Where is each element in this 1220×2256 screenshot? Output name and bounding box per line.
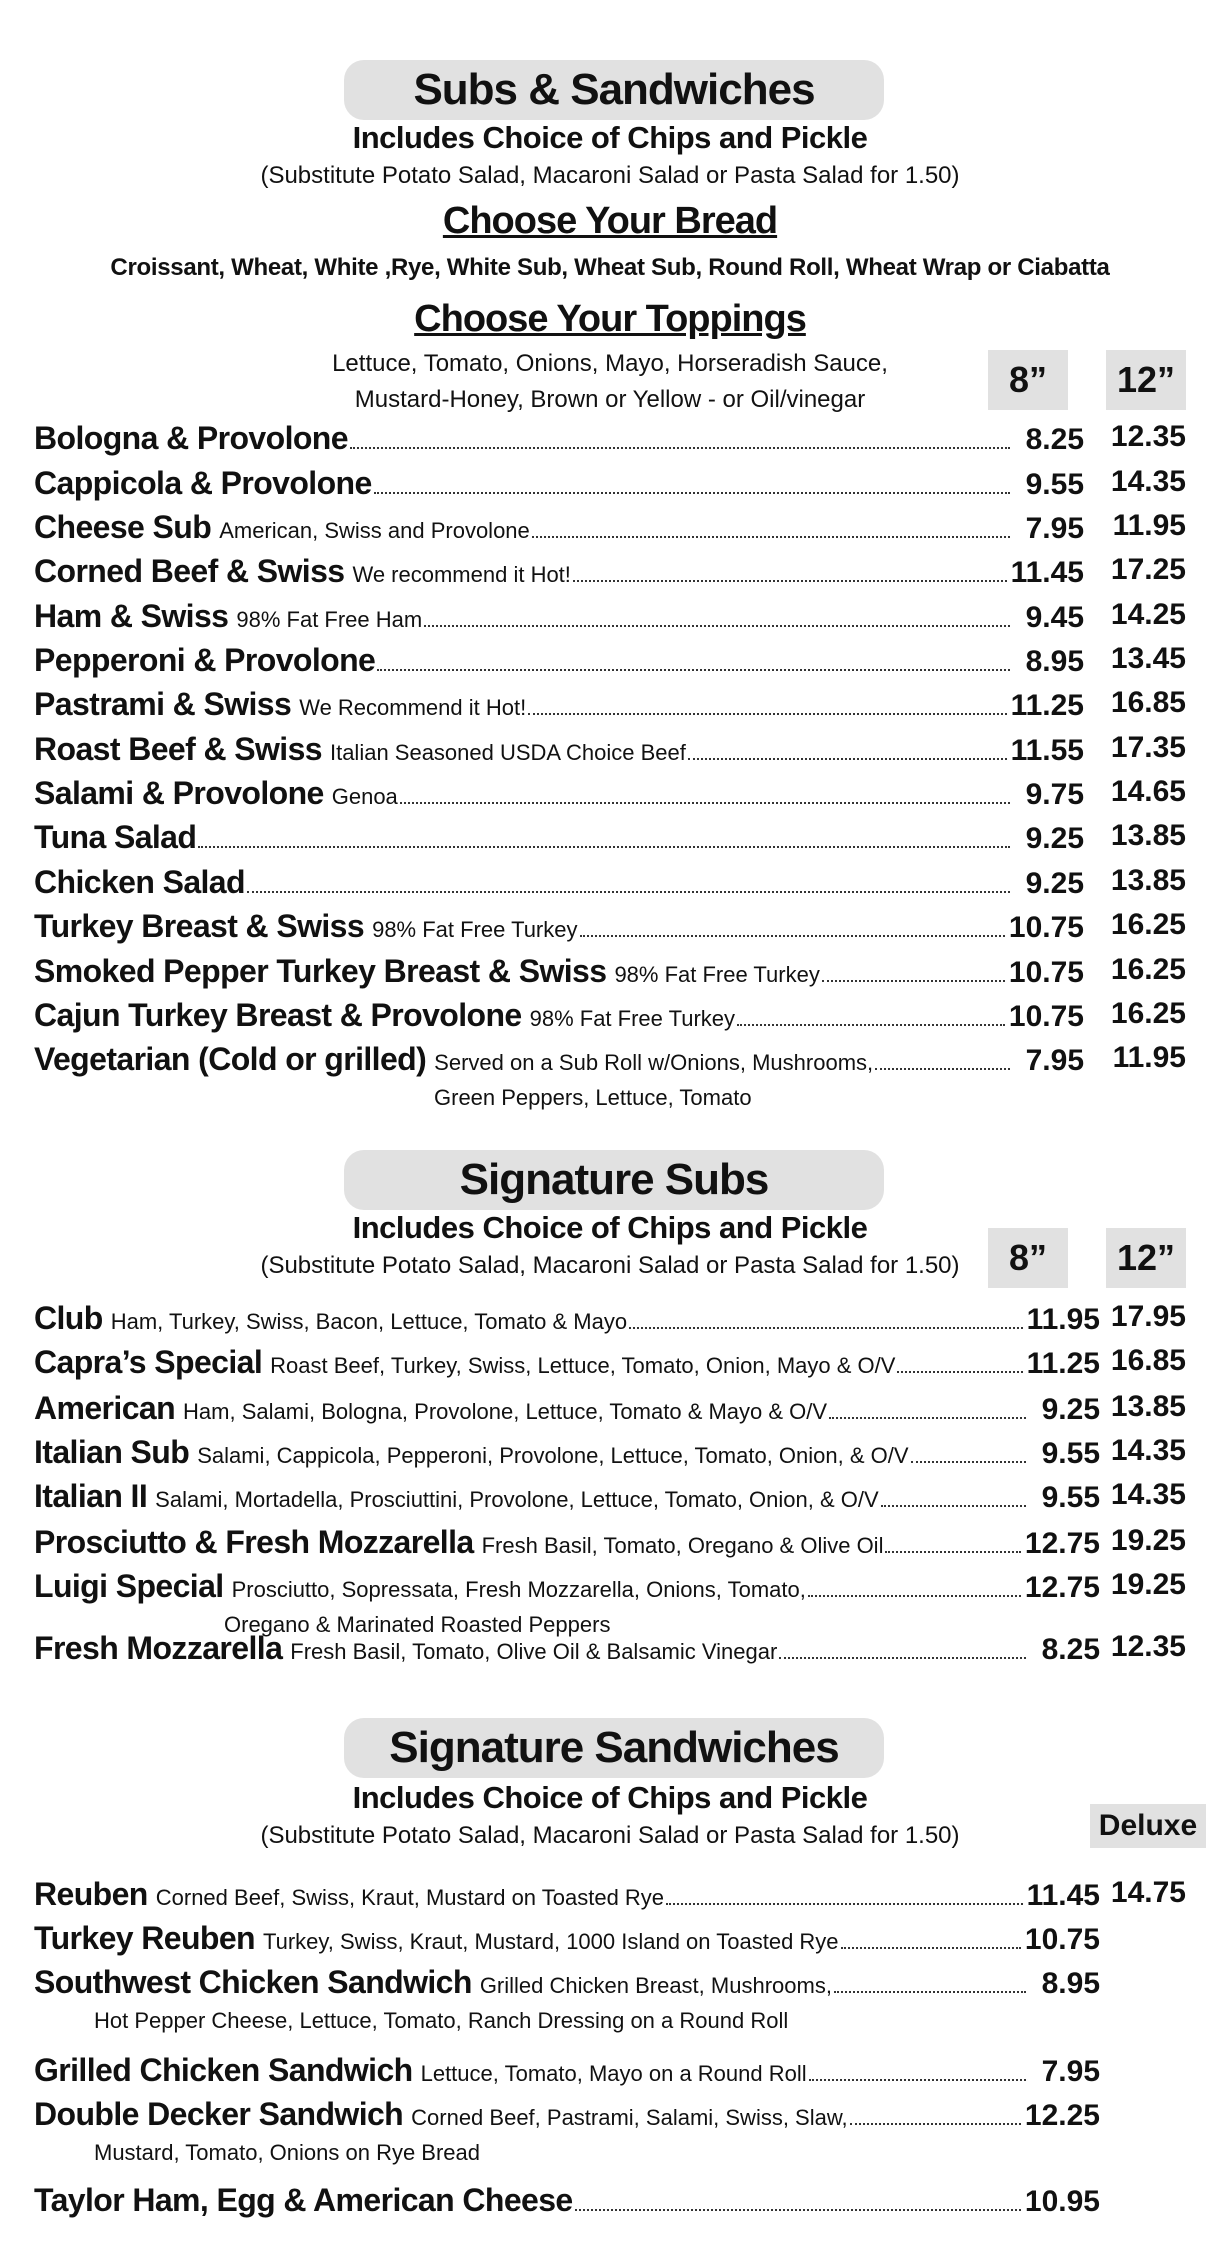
- substitute-note: (Substitute Potato Salad, Macaroni Salad or Pasta Salad for 1.50): [260, 162, 960, 189]
- dot-leader: [829, 1417, 1026, 1419]
- item-description-continued: Green Peppers, Lettuce, Tomato: [434, 1085, 752, 1110]
- dot-leader: [850, 2123, 1021, 2125]
- item-name: Cajun Turkey Breast & Provolone: [34, 997, 522, 1033]
- item-price-large: 14.25: [1110, 598, 1186, 631]
- dot-leader: [374, 492, 1010, 494]
- item-name: Ham & Swiss: [34, 598, 229, 634]
- menu-item-line: [34, 2096, 1100, 2133]
- item-name: Bologna & Provolone: [34, 420, 348, 456]
- item-description: Corned Beef, Pastrami, Salami, Swiss, Slaw,: [411, 2105, 848, 2130]
- menu-item-line: [34, 642, 1084, 679]
- menu-item-line: [34, 420, 1084, 457]
- item-name: Southwest Chicken Sandwich: [34, 1964, 472, 2000]
- item-price-small: 9.55: [1041, 1481, 1100, 1514]
- menu-item-line: [34, 731, 1084, 768]
- dot-leader: [247, 891, 1010, 893]
- dot-leader: [573, 580, 1007, 582]
- dot-leader: [779, 1657, 1026, 1659]
- dot-leader: [629, 1327, 1022, 1329]
- item-price-small: 12.75: [1024, 1571, 1100, 1604]
- menu-item-line: [34, 1524, 1100, 1561]
- item-description: Roast Beef, Turkey, Swiss, Lettuce, Tomato, Onion, Mayo & O/V: [270, 1353, 896, 1378]
- item-price-small: 11.25: [1010, 689, 1084, 722]
- menu-item-line: [34, 1568, 1100, 1605]
- item-name: Tuna Salad: [34, 819, 197, 855]
- item-description: 98% Fat Free Turkey: [372, 917, 578, 942]
- item-description: Salami, Mortadella, Prosciuttini, Provolone, Lettuce, Tomato, Onion, & O/V: [155, 1487, 879, 1512]
- menu-item-line: [34, 2182, 1100, 2219]
- item-name: Pastrami & Swiss: [34, 686, 292, 722]
- item-name: Italian Sub: [34, 1434, 190, 1470]
- menu-item-line: [34, 1876, 1100, 1913]
- size-8-header: 8”: [988, 1228, 1068, 1288]
- item-price-large: 11.95: [1112, 509, 1186, 542]
- item-description: Corned Beef, Swiss, Kraut, Mustard on Toasted Rye: [155, 1885, 665, 1910]
- item-name: Cappicola & Provolone: [34, 465, 372, 501]
- dot-leader: [875, 1068, 1010, 1070]
- item-price-small: 10.75: [1008, 1000, 1084, 1033]
- item-name: Turkey Breast & Swiss: [34, 908, 365, 944]
- item-price-small: 8.25: [1025, 423, 1084, 456]
- toppings-line-2: Mustard-Honey, Brown or Yellow - or Oil/vinegar: [354, 386, 866, 413]
- item-description-continued: Oregano & Marinated Roasted Peppers: [224, 1612, 611, 1637]
- item-description: Genoa: [331, 784, 398, 809]
- item-price-large: 16.85: [1110, 686, 1186, 719]
- item-name: Cheese Sub: [34, 509, 212, 545]
- menu-item-line: [34, 553, 1084, 590]
- item-price-large: 14.35: [1110, 465, 1186, 498]
- size-12-header: 12”: [1106, 1228, 1186, 1288]
- item-name: Grilled Chicken Sandwich: [34, 2052, 413, 2088]
- item-name: Italian II: [34, 1478, 148, 1514]
- dot-leader: [350, 447, 1010, 449]
- item-description: 98% Fat Free Ham: [236, 607, 423, 632]
- item-name: Club: [34, 1300, 103, 1336]
- menu-item-line: [34, 465, 1084, 502]
- item-price-small: 10.95: [1024, 2185, 1100, 2218]
- item-price-large: 16.25: [1110, 953, 1186, 986]
- item-price-small: 10.75: [1024, 1923, 1100, 1956]
- item-price-small: 9.25: [1025, 822, 1084, 855]
- item-price-small: 11.25: [1026, 1347, 1100, 1380]
- item-price-large: 16.25: [1110, 997, 1186, 1030]
- item-price-large: 16.25: [1110, 908, 1186, 941]
- dot-leader: [528, 713, 1006, 715]
- item-description: Salami, Cappicola, Pepperoni, Provolone, Lettuce, Tomato, Onion, & O/V: [197, 1443, 909, 1468]
- menu-item-line: [34, 1434, 1100, 1471]
- section-title-signature-sandwiches: [344, 1718, 884, 1778]
- item-description: Fresh Basil, Tomato, Oregano & Olive Oil: [481, 1533, 884, 1558]
- toppings-heading: Choose Your Toppings: [414, 298, 806, 340]
- item-price-small: 9.25: [1025, 867, 1084, 900]
- item-price-small: 7.95: [1025, 1044, 1084, 1077]
- item-price-small: 8.95: [1041, 1967, 1100, 2000]
- item-price-large: 14.35: [1110, 1478, 1186, 1511]
- dot-leader: [822, 980, 1005, 982]
- item-price-large: 17.95: [1110, 1300, 1186, 1333]
- item-name: Roast Beef & Swiss: [34, 731, 322, 767]
- menu-item-line: [34, 598, 1084, 635]
- item-name: Double Decker Sandwich: [34, 2096, 404, 2132]
- substitute-note: (Substitute Potato Salad, Macaroni Salad or Pasta Salad for 1.50): [260, 1252, 960, 1279]
- item-price-large: 12.35: [1110, 420, 1186, 453]
- dot-leader: [424, 625, 1010, 627]
- item-price-small: 7.95: [1041, 2055, 1100, 2088]
- item-description: 98% Fat Free Turkey: [614, 962, 820, 987]
- item-price-small: 9.55: [1041, 1437, 1100, 1470]
- dot-leader: [575, 2209, 1021, 2211]
- item-description-continued: Mustard, Tomato, Onions on Rye Bread: [94, 2140, 481, 2165]
- item-price-small: 7.95: [1025, 512, 1084, 545]
- menu-item-line: [34, 908, 1084, 945]
- item-price-small: 9.25: [1041, 1393, 1100, 1426]
- item-description: Ham, Turkey, Swiss, Bacon, Lettuce, Tomato & Mayo: [110, 1309, 628, 1334]
- menu-item-line: [34, 1964, 1100, 2001]
- item-price-large: 13.85: [1110, 864, 1186, 897]
- item-name: Vegetarian (Cold or grilled): [34, 1041, 427, 1077]
- item-price-small: 9.55: [1025, 468, 1084, 501]
- item-price-small: 11.55: [1010, 734, 1084, 767]
- menu-item-line: [34, 509, 1084, 546]
- bread-list: Croissant, Wheat, White ,Rye, White Sub, Wheat Sub, Round Roll, Wheat Wrap or Ciabatta: [110, 254, 1110, 281]
- size-12-header: 12”: [1106, 350, 1186, 410]
- item-name: Smoked Pepper Turkey Breast & Swiss: [34, 953, 607, 989]
- dot-leader: [532, 536, 1010, 538]
- menu-item-line: [34, 997, 1084, 1034]
- item-description: Fresh Basil, Tomato, Olive Oil & Balsamic Vinegar: [290, 1639, 778, 1664]
- menu-item-line: [34, 1920, 1100, 1957]
- item-price-large: 17.35: [1110, 731, 1186, 764]
- item-price-small: 9.75: [1025, 778, 1084, 811]
- item-description: 98% Fat Free Turkey: [529, 1006, 736, 1031]
- item-price-large: 16.85: [1110, 1344, 1186, 1377]
- item-price-small: 10.75: [1008, 911, 1084, 944]
- dot-leader: [198, 846, 1010, 848]
- menu-item-line: [34, 2052, 1100, 2089]
- item-price-large: 12.35: [1110, 1630, 1186, 1663]
- item-name: Salami & Provolone: [34, 775, 324, 811]
- section-title-subs: [344, 60, 884, 120]
- dot-leader: [834, 1991, 1026, 1993]
- dot-leader: [911, 1461, 1026, 1463]
- item-name: Fresh Mozzarella: [34, 1630, 283, 1666]
- section-title-text: Signature Sandwiches: [389, 1723, 839, 1772]
- item-price-small: 11.45: [1026, 1879, 1100, 1912]
- dot-leader: [580, 935, 1005, 937]
- item-price-small: 8.25: [1041, 1633, 1100, 1666]
- menu-item-line: [34, 775, 1084, 812]
- item-name: Capra’s Special: [34, 1344, 263, 1380]
- dot-leader: [897, 1371, 1022, 1373]
- item-description: Ham, Salami, Bologna, Provolone, Lettuce, Tomato & Mayo & O/V: [183, 1399, 828, 1424]
- item-name: Turkey Reuben: [34, 1920, 255, 1956]
- bread-heading: Choose Your Bread: [442, 200, 778, 242]
- size-8-header: 8”: [988, 350, 1068, 410]
- section-title-text: Subs & Sandwiches: [413, 65, 815, 114]
- item-description: We Recommend it Hot!: [299, 695, 527, 720]
- section-title-text: Signature Subs: [459, 1155, 769, 1204]
- menu-item-line: [34, 1390, 1100, 1427]
- substitute-note: (Substitute Potato Salad, Macaroni Salad or Pasta Salad for 1.50): [260, 1822, 960, 1849]
- deluxe-header: Deluxe: [1090, 1804, 1206, 1848]
- menu-item-line: [34, 1344, 1100, 1381]
- item-price-large: 13.45: [1110, 642, 1186, 675]
- item-description: Turkey, Swiss, Kraut, Mustard, 1000 Island on Toasted Rye: [263, 1929, 839, 1954]
- dot-leader: [688, 758, 1007, 760]
- menu-item-line: [34, 686, 1084, 723]
- dot-leader: [400, 802, 1010, 804]
- item-price-large: 14.75: [1110, 1876, 1186, 1909]
- item-name: Corned Beef & Swiss: [34, 553, 345, 589]
- section-title-signature-subs: [344, 1150, 884, 1210]
- item-price-small: 9.45: [1025, 601, 1084, 634]
- menu-item-line: [34, 953, 1084, 990]
- item-price-small: 11.95: [1026, 1303, 1100, 1336]
- item-description-continued: Hot Pepper Cheese, Lettuce, Tomato, Ranch Dressing on a Round Roll: [94, 2008, 789, 2033]
- dot-leader: [881, 1505, 1026, 1507]
- item-price-large: 14.35: [1110, 1434, 1186, 1467]
- item-price-large: 13.85: [1110, 819, 1186, 852]
- menu-item-line: [34, 1041, 1084, 1078]
- includes-note: Includes Choice of Chips and Pickle: [352, 1210, 868, 1245]
- item-price-large: 19.25: [1110, 1524, 1186, 1557]
- item-description: Served on a Sub Roll w/Onions, Mushrooms,: [434, 1050, 874, 1075]
- dot-leader: [808, 1595, 1021, 1597]
- menu-item-line: [34, 1630, 1100, 1667]
- item-description: Grilled Chicken Breast, Mushrooms,: [479, 1973, 832, 1998]
- item-price-small: 8.95: [1025, 645, 1084, 678]
- item-price-large: 17.25: [1110, 553, 1186, 586]
- dot-leader: [885, 1551, 1020, 1553]
- item-price-small: 12.75: [1024, 1527, 1100, 1560]
- item-price-large: 11.95: [1112, 1041, 1186, 1074]
- menu-item-line: [34, 1300, 1100, 1337]
- item-description: We recommend it Hot!: [352, 562, 571, 587]
- item-price-small: 11.45: [1010, 556, 1084, 589]
- item-price-large: 19.25: [1110, 1568, 1186, 1601]
- dot-leader: [841, 1947, 1021, 1949]
- menu-item-line: [34, 1478, 1100, 1515]
- dot-leader: [377, 669, 1010, 671]
- item-name: Reuben: [34, 1876, 148, 1912]
- menu-item-line: [34, 864, 1084, 901]
- item-name: Prosciutto & Fresh Mozzarella: [34, 1524, 474, 1560]
- item-price-large: 14.65: [1110, 775, 1186, 808]
- item-name: Taylor Ham, Egg & American Cheese: [34, 2182, 573, 2218]
- item-description: American, Swiss and Provolone: [219, 518, 530, 543]
- includes-note: Includes Choice of Chips and Pickle: [352, 1780, 868, 1815]
- item-description: Prosciutto, Sopressata, Fresh Mozzarella, Onions, Tomato,: [231, 1577, 806, 1602]
- includes-note: Includes Choice of Chips and Pickle: [352, 120, 868, 155]
- item-name: Chicken Salad: [34, 864, 245, 900]
- dot-leader: [666, 1903, 1023, 1905]
- item-price-small: 10.75: [1008, 956, 1084, 989]
- item-description: Italian Seasoned USDA Choice Beef: [329, 740, 686, 765]
- item-name: Pepperoni & Provolone: [34, 642, 376, 678]
- item-name: American: [34, 1390, 176, 1426]
- item-name: Luigi Special: [34, 1568, 224, 1604]
- item-description: Lettuce, Tomato, Mayo on a Round Roll: [420, 2061, 807, 2086]
- dot-leader: [809, 2079, 1026, 2081]
- item-price-large: 13.85: [1110, 1390, 1186, 1423]
- item-price-small: 12.25: [1024, 2099, 1100, 2132]
- toppings-line-1: Lettuce, Tomato, Onions, Mayo, Horseradish Sauce,: [332, 350, 888, 377]
- menu-item-line: [34, 819, 1084, 856]
- dot-leader: [737, 1024, 1005, 1026]
